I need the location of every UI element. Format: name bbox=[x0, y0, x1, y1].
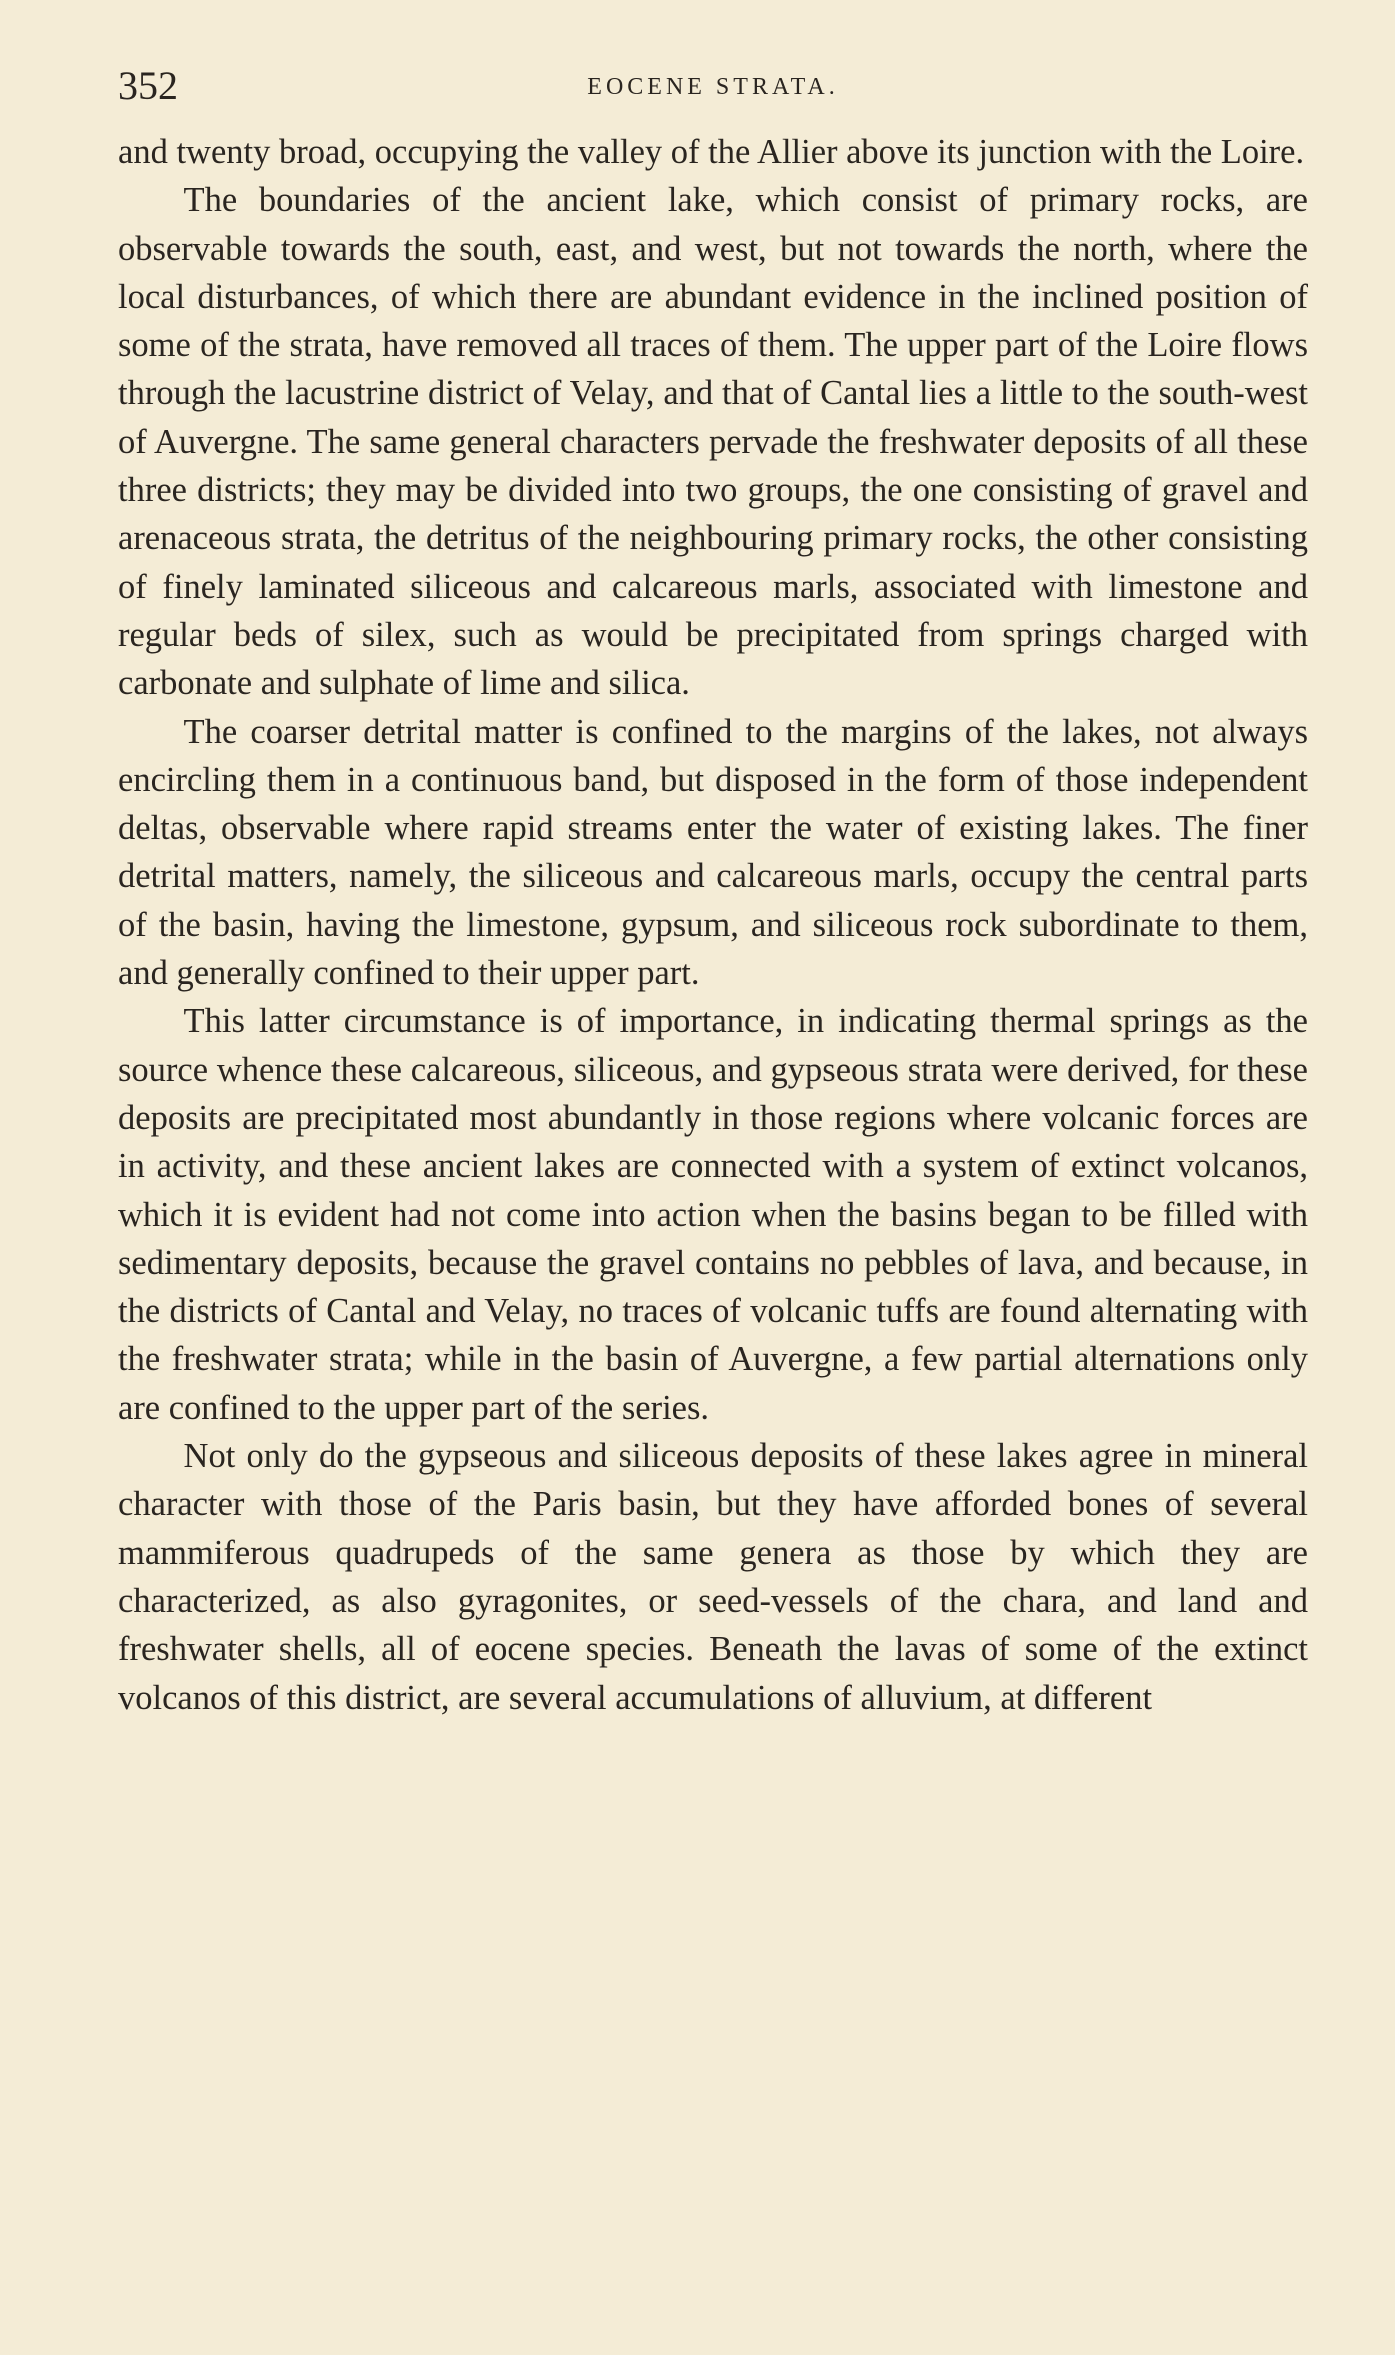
body-text bbox=[118, 128, 1308, 1722]
running-head: EOCENE STRATA. bbox=[587, 74, 839, 100]
paragraph-eocene-fossils: Not only do the gypseous and siliceous deposits of these lakes agree in mineral character with those of the Paris basin, but they have afforded bones of several mammiferous quadrupeds of the same genera as those by which they are characterized, as also gyragonites, or seed-vessels of the chara, and land and freshwater shells, all of eocene species. Beneath the lavas of some of the extinct volcanos of this district, are several accumulations of alluvium, at different bbox=[118, 1437, 1308, 1717]
paragraph-detrital-matter: The coarser detrital matter is confined to the margins of the lakes, not always encircling them in a continuous band, but disposed in the form of those independent deltas, observable where rapid streams enter the water of existing lakes. The finer detrital matters, namely, the siliceous and calcareous marls, occupy the central parts of the basin, having the limestone, gypsum, and siliceous rock subordinate to them, and generally confined to their upper part. bbox=[118, 712, 1308, 993]
page-number: 352 bbox=[118, 63, 178, 108]
paragraph-thermal-springs: This latter circumstance is of importance, in indicating thermal springs as the source whence these calcareous, siliceous, and gypseous strata were derived, for these deposits are precipitated most abundantly in those regions where volcanic forces are in activity, and these ancient lakes are connected with a system of extinct volcanos, which it is evident had not come into action when the basins began to be filled with sedimentary deposits, because the gravel contains no pebbles of lava, and because, in the districts of Cantal and Velay, no traces of volcanic tuffs are found alternating with the freshwater strata; while in the basin of Auvergne, a few partial alternations only are confined to the upper part of the series. bbox=[118, 1002, 1308, 1427]
page-header bbox=[118, 62, 1308, 112]
paragraph-continued: and twenty broad, occupying the valley of the Allier above its junction with the Loire. bbox=[118, 133, 1305, 171]
paragraph-lake-boundaries: The boundaries of the ancient lake, which consist of primary rocks, are observable towards the south, east, and west, but not towards the north, where the local disturbances, of which there are abundant evidence in the inclined position of some of the strata, have removed all traces of them. The upper part of the Loire flows through the lacustrine district of Velay, and that of Cantal lies a little to the south-west of Auvergne. The same general characters pervade the freshwater deposits of all these three districts; they may be divided into two groups, the one consisting of gravel and arenaceous strata, the detritus of the neighbouring primary rocks, the other consisting of finely laminated siliceous and calcareous marls, associated with limestone and regular beds of silex, such as would be precipitated from springs charged with carbonate and sulphate of lime and silica. bbox=[118, 181, 1308, 703]
